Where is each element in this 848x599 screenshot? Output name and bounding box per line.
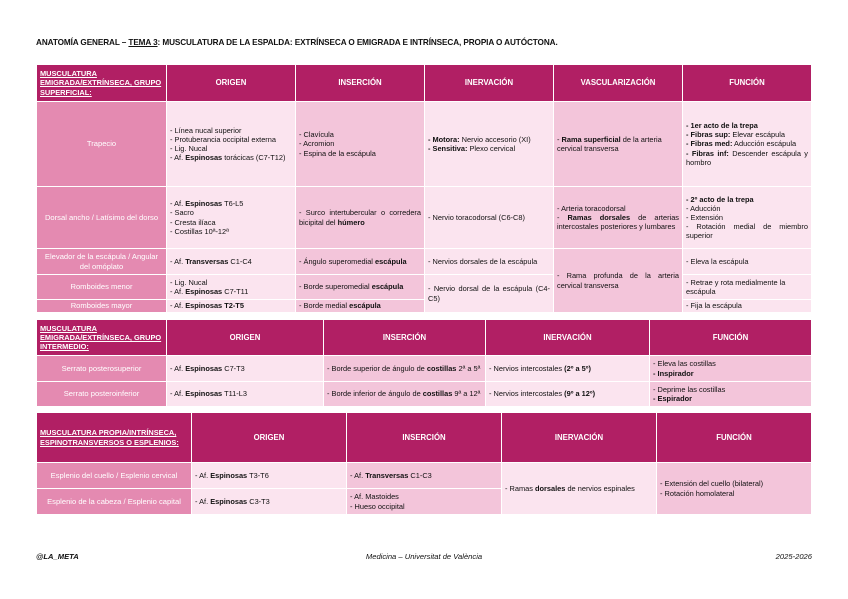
group2-header: MUSCULATURA EMIGRADA/EXTRÍNSECA, GRUPO INTERMEDIO: — [37, 320, 167, 356]
header-insercion: INSERCIÓN — [324, 320, 486, 356]
title-prefix: ANATOMÍA GENERAL – — [36, 38, 129, 47]
text-line — [686, 130, 808, 139]
cell-inervacion: - Nervio toracodorsal (C6-C8) — [425, 187, 554, 249]
footer-institution: Medicina – Universitat de València — [365, 552, 483, 561]
text-part: - — [557, 134, 562, 144]
text-bold: Rama superficial — [561, 134, 621, 144]
header-funcion: FUNCIÓN — [657, 413, 812, 463]
text-bold: costillas — [426, 363, 457, 373]
text-part: C1-C3 — [408, 470, 432, 480]
text-part: de la arteria cervical transversa — [557, 134, 662, 153]
text-part: Nervio accesorio (XI) — [459, 134, 531, 144]
cell-origen — [167, 382, 324, 407]
cell-insercion — [296, 300, 425, 313]
table-row — [37, 300, 812, 313]
header-inervacion: INERVACIÓN — [502, 413, 657, 463]
text-bold: escápula — [349, 301, 381, 311]
text-bold: Espinosas — [185, 199, 223, 209]
cell-origen — [167, 249, 296, 275]
cell-funcion: - Retrae y rota medialmente la escápula — [683, 275, 812, 300]
text-part: - Af. — [350, 470, 366, 480]
cell-origen — [167, 275, 296, 300]
text-bold: Espinosas — [210, 470, 248, 480]
text-bold: Ramas dorsales — [567, 212, 631, 222]
text-bold: (9º a 12º) — [564, 389, 596, 399]
text-line — [428, 144, 550, 153]
cell-funcion: - Fija la escápula — [683, 300, 812, 313]
cell-funcion-shared — [657, 463, 812, 515]
footer-author: @LA_META — [36, 552, 79, 561]
text-bold: - 1er acto de la trepa — [686, 121, 758, 131]
table-row — [37, 102, 812, 187]
text-part: - Ángulo superomedial — [299, 256, 376, 266]
cell-origen — [192, 489, 347, 515]
text-part: - Af. — [195, 496, 211, 506]
text-line: - Extensión del cuello (bilateral) — [660, 479, 764, 489]
text-part: Descender escápula y hombro — [686, 148, 808, 167]
text-bold: - Inspirador — [653, 368, 694, 378]
text-part: C1-C4 — [228, 256, 252, 266]
muscle-name: Romboides menor — [37, 275, 167, 300]
text-part: - Af. — [195, 470, 211, 480]
muscle-name: Trapecio — [37, 102, 167, 187]
text-line — [170, 199, 292, 208]
cell-inervacion — [425, 102, 554, 187]
header-funcion: FUNCIÓN — [683, 65, 812, 102]
muscle-name: Esplenio de la cabeza / Esplenio capital — [37, 489, 192, 515]
text-part: - Af. — [170, 363, 186, 373]
text-line: - Aducción — [686, 203, 721, 213]
cell-origen — [167, 356, 324, 382]
text-bold: Espinosas — [185, 389, 223, 399]
cell-insercion — [324, 356, 486, 382]
muscle-name: Serrato posteroinferior — [37, 382, 167, 407]
muscle-name: Esplenio del cuello / Esplenio cervical — [37, 463, 192, 489]
text-line: - Protuberancia occipital externa — [170, 134, 276, 144]
text-line: - Espina de la escápula — [299, 148, 376, 158]
text-line: - Rotación homolateral — [660, 488, 735, 498]
text-part: 2ª a 5ª — [456, 363, 481, 373]
header-origen: ORIGEN — [192, 413, 347, 463]
cell-origen — [167, 102, 296, 187]
text-part: - Af. — [170, 153, 186, 163]
cell-funcion — [683, 187, 812, 249]
text-line — [170, 153, 292, 162]
text-line: - Sacro — [170, 208, 194, 218]
text-bold: Espinosas — [210, 496, 248, 506]
text-bold: Espinosas — [185, 287, 223, 296]
text-line: - Eleva las costillas — [653, 359, 716, 369]
header-insercion: INSERCIÓN — [347, 413, 502, 463]
header-funcion: FUNCIÓN — [650, 320, 812, 356]
text-line: - Acromion — [299, 139, 335, 149]
document-title — [36, 38, 558, 47]
text-part: de nervios espinales — [565, 483, 635, 493]
text-part: - — [557, 212, 568, 222]
text-part: - Nervios intercostales — [489, 389, 565, 399]
text-part: - Borde medial — [299, 301, 350, 311]
text-part: T6-L5 — [222, 199, 244, 209]
text-bold: - 2º acto de la trepa — [686, 194, 754, 204]
cell-inervacion — [486, 382, 650, 407]
muscle-name: Romboides mayor — [37, 300, 167, 313]
header-origen: ORIGEN — [167, 65, 296, 102]
text-bold: costillas — [422, 389, 453, 399]
cell-funcion — [650, 356, 812, 382]
text-line — [428, 135, 550, 144]
cell-insercion — [296, 249, 425, 275]
text-part: - Borde superior de ángulo de — [327, 363, 427, 373]
text-part: C3-T3 — [247, 496, 270, 506]
header-vascularizacion: VASCULARIZACIÓN — [554, 65, 683, 102]
text-part: - Ramas — [505, 483, 535, 493]
text-part: Elevar escápula — [730, 130, 785, 140]
cell-funcion: - Eleva la escápula — [683, 249, 812, 275]
table-intermedio — [36, 319, 812, 407]
text-line: - Línea nucal superior — [170, 125, 242, 135]
header-origen: ORIGEN — [167, 320, 324, 356]
title-tema: TEMA 3 — [128, 38, 158, 47]
text-line: - Hueso occipital — [350, 501, 405, 511]
cell-insercion — [324, 382, 486, 407]
text-line: - Cresta ilíaca — [170, 217, 216, 227]
cell-insercion — [296, 187, 425, 249]
muscle-name: Elevador de la escápula / Angular del omóplato — [37, 249, 167, 275]
cell-vascularizacion-shared: - Rama profunda de la arteria cervical transversa — [554, 249, 683, 313]
table-row — [37, 249, 812, 275]
text-bold: Espinosas — [185, 363, 223, 373]
text-line: - Costillas 10ª-12ª — [170, 226, 229, 236]
text-line: - Af. Mastoides — [350, 492, 399, 502]
header-insercion: INSERCIÓN — [296, 65, 425, 102]
muscle-name: Serrato posterosuperior — [37, 356, 167, 382]
cell-vascularizacion — [554, 102, 683, 187]
text-line — [686, 139, 808, 148]
cell-insercion — [347, 463, 502, 489]
title-rest: : MUSCULATURA DE LA ESPALDA: EXTRÍNSECA O EMIGRADA E INTRÍNSECA, PROPIA O AUTÓCTONA. — [157, 38, 558, 47]
table-row — [37, 356, 812, 382]
text-part: - Surco intertubercular o corredera bicipital del — [299, 208, 421, 227]
text-part: torácicas (C7-T12) — [222, 153, 286, 163]
cell-insercion — [296, 102, 425, 187]
cell-insercion — [296, 275, 425, 300]
cell-funcion — [683, 102, 812, 187]
text-line — [557, 213, 679, 231]
text-bold: - Espirador — [653, 394, 693, 403]
text-line: - Arteria toracodorsal — [557, 203, 626, 213]
cell-inervacion: - Nervios dorsales de la escápula — [425, 249, 554, 275]
text-line: - Deprime las costillas — [653, 384, 726, 394]
table-intrinseca — [36, 412, 812, 515]
cell-inervacion — [486, 356, 650, 382]
text-part: T3-T6 — [247, 470, 269, 480]
text-bold: Espinosas — [185, 153, 223, 163]
text-part: Aducción escápula — [732, 139, 797, 149]
cell-inervacion-shared — [502, 463, 657, 515]
table-row — [37, 463, 812, 489]
text-bold: dorsales — [534, 483, 566, 493]
cell-vascularizacion — [554, 187, 683, 249]
table-superficial — [36, 64, 812, 313]
text-bold: húmero — [337, 217, 365, 227]
cell-origen — [192, 463, 347, 489]
text-bold: - Motora: — [428, 134, 460, 144]
text-part: - Af. — [170, 199, 186, 209]
text-line: - Rotación medial de miembro superior — [686, 222, 808, 241]
text-part: 9ª a 12ª — [452, 389, 481, 399]
text-line: - Lig. Nucal — [170, 277, 208, 287]
text-part: - Nervios intercostales — [489, 363, 565, 373]
text-part: - Borde superomedial — [299, 282, 372, 292]
text-part: C7-T11 — [222, 287, 249, 296]
header-inervacion: INERVACIÓN — [425, 65, 554, 102]
text-bold: - Sensitiva: — [428, 144, 468, 153]
text-line — [170, 287, 292, 296]
text-bold: (2º a 5º) — [564, 363, 591, 373]
text-line: - Clavícula — [299, 130, 334, 140]
text-part: T11-L3 — [222, 389, 247, 399]
table-row — [37, 382, 812, 407]
text-part: - Borde inferior de ángulo de — [327, 389, 423, 399]
group3-header: MUSCULATURA PROPIA/INTRÍNSECA, ESPINOTRANSVERSOS O ESPLENIOS: — [37, 413, 192, 463]
cell-origen — [167, 300, 296, 313]
text-part: C7-T3 — [222, 363, 245, 373]
header-inervacion: INERVACIÓN — [486, 320, 650, 356]
text-part: Plexo cervical — [467, 144, 516, 153]
text-line — [686, 149, 808, 167]
text-part: - Af. — [170, 287, 186, 296]
text-part: - Af. — [170, 301, 186, 311]
text-part: - Af. — [170, 389, 186, 399]
text-bold: - Fibras med: — [686, 139, 733, 149]
cell-funcion — [650, 382, 812, 407]
text-bold: Transversas — [185, 256, 229, 266]
table-row — [37, 275, 812, 300]
text-bold: Espinosas T2-T5 — [185, 301, 244, 311]
cell-origen — [167, 187, 296, 249]
text-bold: escápula — [375, 256, 407, 266]
text-bold: - Fibras sup: — [686, 130, 731, 140]
table-row — [37, 187, 812, 249]
text-part: de arterias intercostales posteriores y lumbares — [557, 212, 679, 232]
cell-insercion — [347, 489, 502, 515]
text-line: - Extensión — [686, 212, 723, 222]
text-line: - Lig. Nucal — [170, 144, 208, 153]
group1-header: MUSCULATURA EMIGRADA/EXTRÍNSECA, GRUPO SUPERFICIAL: — [37, 65, 167, 102]
muscle-name: Dorsal ancho / Latísimo del dorso — [37, 187, 167, 249]
text-bold: - Fibras inf: — [686, 148, 729, 158]
text-bold: Transversas — [365, 470, 409, 480]
text-part: - Af. — [170, 256, 186, 266]
text-bold: escápula — [371, 282, 404, 292]
cell-inervacion-shared: - Nervio dorsal de la escápula (C4-C5) — [425, 275, 554, 313]
footer-year: 2025-2026 — [775, 552, 812, 561]
